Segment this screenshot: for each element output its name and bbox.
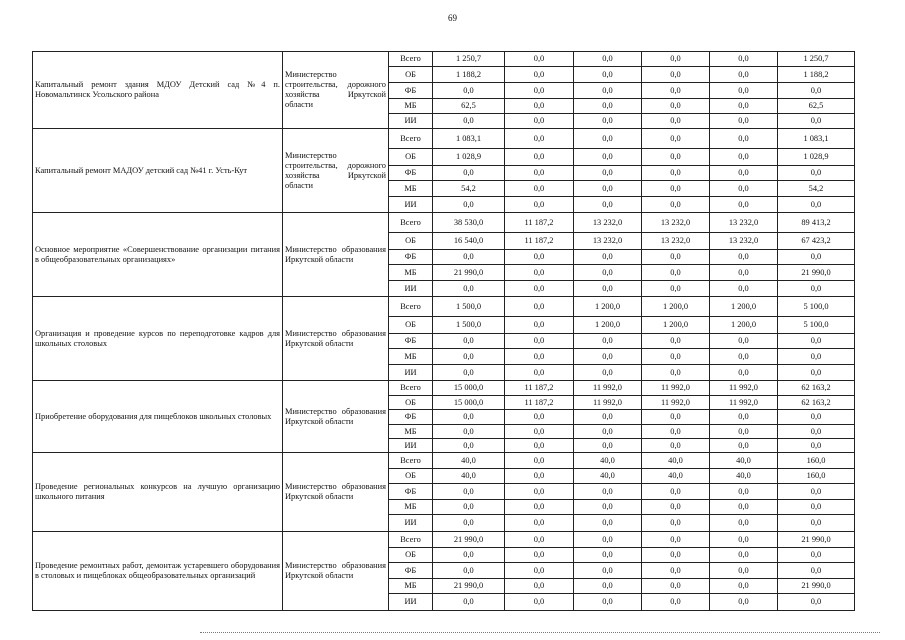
measure-name: Приобретение оборудования для пищеблоков школьных столовых [35, 411, 272, 421]
executor-name: Министерство образования Иркутской области [285, 244, 386, 264]
amount-value: 0,0 [433, 349, 505, 365]
amount-value: 0,0 [433, 197, 505, 213]
amount-value: 0,0 [574, 149, 642, 166]
amount-value: 38 530,0 [433, 213, 505, 233]
amount-value: 0,0 [642, 181, 710, 197]
total-value: 0,0 [778, 439, 855, 453]
total-value: 0,0 [778, 410, 855, 425]
amount-value: 11 992,0 [710, 381, 778, 396]
amount-value: 0,0 [505, 197, 574, 213]
total-value: 0,0 [778, 83, 855, 99]
amount-value: 11 992,0 [574, 381, 642, 396]
funding-source: Всего [389, 52, 433, 67]
measure-name-cell [33, 52, 283, 129]
executor-cell [283, 213, 389, 297]
amount-value: 0,0 [710, 515, 778, 532]
amount-value: 0,0 [642, 500, 710, 515]
amount-value: 0,0 [505, 365, 574, 381]
funding-source: ИИ [389, 594, 433, 611]
amount-value: 0,0 [642, 594, 710, 611]
amount-value: 0,0 [574, 265, 642, 281]
amount-value: 0,0 [574, 500, 642, 515]
amount-value: 0,0 [574, 83, 642, 99]
total-value: 5 100,0 [778, 317, 855, 334]
amount-value: 0,0 [710, 67, 778, 83]
amount-value: 1 200,0 [710, 297, 778, 317]
amount-value: 0,0 [505, 67, 574, 83]
amount-value: 0,0 [433, 548, 505, 563]
amount-value: 11 992,0 [574, 396, 642, 410]
amount-value: 1 200,0 [710, 317, 778, 334]
amount-value: 0,0 [642, 515, 710, 532]
executor-name: Министерство образования Иркутской области [285, 406, 386, 426]
amount-value: 0,0 [505, 500, 574, 515]
amount-value: 0,0 [710, 166, 778, 181]
amount-value: 0,0 [642, 439, 710, 453]
funding-source: ФБ [389, 563, 433, 579]
total-value: 160,0 [778, 469, 855, 484]
total-value: 0,0 [778, 114, 855, 129]
amount-value: 13 232,0 [574, 213, 642, 233]
amount-value: 0,0 [710, 149, 778, 166]
amount-value: 13 232,0 [642, 233, 710, 250]
amount-value: 0,0 [433, 439, 505, 453]
amount-value: 0,0 [505, 265, 574, 281]
total-value: 0,0 [778, 334, 855, 349]
amount-value: 0,0 [433, 83, 505, 99]
total-value: 21 990,0 [778, 265, 855, 281]
total-value: 1 028,9 [778, 149, 855, 166]
total-value: 1 188,2 [778, 67, 855, 83]
total-value: 0,0 [778, 250, 855, 265]
amount-value: 1 250,7 [433, 52, 505, 67]
amount-value: 0,0 [710, 197, 778, 213]
measure-name: Проведение ремонтных работ, демонтаж устаревшего оборудования в столовых и пищеблоках общеобразовательных организаций [35, 561, 280, 580]
amount-value: 0,0 [642, 334, 710, 349]
table-row [33, 129, 855, 149]
total-value: 62,5 [778, 99, 855, 114]
funding-source: Всего [389, 129, 433, 149]
amount-value: 0,0 [505, 250, 574, 265]
amount-value: 21 990,0 [433, 265, 505, 281]
amount-value: 0,0 [574, 439, 642, 453]
amount-value: 0,0 [710, 579, 778, 594]
amount-value: 0,0 [642, 349, 710, 365]
executor-name: Министерство образования Иркутской области [285, 482, 386, 501]
amount-value: 0,0 [505, 297, 574, 317]
amount-value: 0,0 [433, 365, 505, 381]
amount-value: 62,5 [433, 99, 505, 114]
amount-value: 0,0 [574, 532, 642, 548]
total-value: 0,0 [778, 563, 855, 579]
amount-value: 0,0 [642, 563, 710, 579]
amount-value: 40,0 [433, 469, 505, 484]
funding-source: Всего [389, 297, 433, 317]
executor-cell [283, 381, 389, 453]
amount-value: 0,0 [642, 281, 710, 297]
amount-value: 0,0 [710, 425, 778, 439]
amount-value: 0,0 [433, 281, 505, 297]
executor-name: Министерство образования Иркутской области [285, 561, 386, 580]
measure-name-cell [33, 129, 283, 213]
amount-value: 1 188,2 [433, 67, 505, 83]
total-value: 5 100,0 [778, 297, 855, 317]
amount-value: 0,0 [710, 532, 778, 548]
page-number: 69 [448, 13, 457, 23]
amount-value: 0,0 [642, 410, 710, 425]
amount-value: 0,0 [710, 500, 778, 515]
total-value: 0,0 [778, 197, 855, 213]
funding-source: ИИ [389, 281, 433, 297]
amount-value: 0,0 [433, 515, 505, 532]
amount-value: 0,0 [710, 250, 778, 265]
amount-value: 0,0 [574, 67, 642, 83]
executor-name: Министерство строительства, дорожного хозяйства Иркутской области [285, 150, 386, 190]
amount-value: 0,0 [433, 594, 505, 611]
total-value: 0,0 [778, 515, 855, 532]
amount-value: 0,0 [433, 250, 505, 265]
table-row [33, 453, 855, 469]
amount-value: 1 200,0 [574, 297, 642, 317]
amount-value: 0,0 [574, 594, 642, 611]
funding-source: Всего [389, 532, 433, 548]
amount-value: 0,0 [710, 548, 778, 563]
amount-value: 0,0 [505, 83, 574, 99]
total-value: 0,0 [778, 365, 855, 381]
amount-value: 21 990,0 [433, 579, 505, 594]
amount-value: 0,0 [574, 548, 642, 563]
amount-value: 0,0 [433, 166, 505, 181]
amount-value: 0,0 [433, 484, 505, 500]
measure-name: Основное мероприятие «Совершенствование организации питания в общеобразовательных организациях» [35, 244, 280, 264]
funding-source: ОБ [389, 233, 433, 250]
measure-name: Организация и проведение курсов по переподготовке кадров для школьных столовых [35, 328, 280, 348]
executor-cell [283, 532, 389, 611]
amount-value: 1 200,0 [642, 297, 710, 317]
amount-value: 0,0 [433, 425, 505, 439]
amount-value: 1 028,9 [433, 149, 505, 166]
funding-source: ИИ [389, 114, 433, 129]
amount-value: 0,0 [505, 166, 574, 181]
amount-value: 0,0 [433, 563, 505, 579]
table-row [33, 532, 855, 548]
amount-value: 0,0 [505, 515, 574, 532]
amount-value: 1 500,0 [433, 297, 505, 317]
amount-value: 0,0 [574, 197, 642, 213]
amount-value: 0,0 [642, 149, 710, 166]
funding-source: ФБ [389, 166, 433, 181]
funding-source: МБ [389, 500, 433, 515]
amount-value: 1 200,0 [574, 317, 642, 334]
measure-name-cell [33, 297, 283, 381]
funding-source: ФБ [389, 410, 433, 425]
funding-source: МБ [389, 99, 433, 114]
amount-value: 0,0 [505, 484, 574, 500]
amount-value: 0,0 [505, 52, 574, 67]
amount-value: 11 992,0 [642, 396, 710, 410]
measure-name: Капитальный ремонт здания МДОУ Детский сад №4 п. Новомальтинск Усольского района [35, 80, 280, 99]
amount-value: 0,0 [574, 365, 642, 381]
funding-source: МБ [389, 579, 433, 594]
amount-value: 0,0 [642, 579, 710, 594]
amount-value: 0,0 [574, 114, 642, 129]
amount-value: 0,0 [710, 281, 778, 297]
amount-value: 0,0 [505, 469, 574, 484]
amount-value: 0,0 [574, 129, 642, 149]
amount-value: 0,0 [574, 166, 642, 181]
amount-value: 40,0 [642, 453, 710, 469]
table-row [33, 381, 855, 396]
amount-value: 0,0 [433, 114, 505, 129]
amount-value: 40,0 [642, 469, 710, 484]
total-value: 1 250,7 [778, 52, 855, 67]
measure-name-cell [33, 453, 283, 532]
budget-table [32, 51, 855, 611]
amount-value: 13 232,0 [642, 213, 710, 233]
amount-value: 11 187,2 [505, 396, 574, 410]
amount-value: 13 232,0 [710, 233, 778, 250]
amount-value: 0,0 [710, 114, 778, 129]
funding-source: ОБ [389, 149, 433, 166]
amount-value: 0,0 [574, 99, 642, 114]
funding-source: ФБ [389, 334, 433, 349]
amount-value: 0,0 [574, 563, 642, 579]
amount-value: 0,0 [505, 181, 574, 197]
amount-value: 0,0 [642, 548, 710, 563]
total-value: 1 083,1 [778, 129, 855, 149]
funding-source: Всего [389, 213, 433, 233]
executor-name: Министерство образования Иркутской области [285, 328, 386, 348]
measure-name-cell [33, 213, 283, 297]
amount-value: 13 232,0 [710, 213, 778, 233]
amount-value: 0,0 [574, 181, 642, 197]
amount-value: 0,0 [574, 52, 642, 67]
amount-value: 11 187,2 [505, 213, 574, 233]
table-row [33, 52, 855, 67]
executor-cell [283, 52, 389, 129]
table-row [33, 213, 855, 233]
funding-source: МБ [389, 265, 433, 281]
amount-value: 0,0 [710, 99, 778, 114]
amount-value: 0,0 [505, 594, 574, 611]
amount-value: 0,0 [710, 594, 778, 611]
amount-value: 0,0 [710, 439, 778, 453]
amount-value: 0,0 [642, 365, 710, 381]
funding-source: ОБ [389, 317, 433, 334]
amount-value: 0,0 [505, 114, 574, 129]
amount-value: 11 187,2 [505, 233, 574, 250]
funding-source: ОБ [389, 396, 433, 410]
amount-value: 0,0 [642, 83, 710, 99]
amount-value: 0,0 [505, 281, 574, 297]
amount-value: 40,0 [574, 453, 642, 469]
amount-value: 0,0 [642, 114, 710, 129]
measure-name: Капитальный ремонт МАДОУ детский сад №41 г. Усть-Кут [35, 165, 248, 175]
funding-source: ИИ [389, 515, 433, 532]
funding-source: МБ [389, 425, 433, 439]
amount-value: 40,0 [710, 469, 778, 484]
amount-value: 0,0 [433, 500, 505, 515]
amount-value: 0,0 [574, 515, 642, 532]
amount-value: 0,0 [505, 129, 574, 149]
amount-value: 0,0 [505, 532, 574, 548]
amount-value: 13 232,0 [574, 233, 642, 250]
amount-value: 0,0 [505, 317, 574, 334]
funding-source: ИИ [389, 365, 433, 381]
amount-value: 0,0 [710, 52, 778, 67]
amount-value: 0,0 [710, 365, 778, 381]
amount-value: 0,0 [642, 197, 710, 213]
funding-source: ФБ [389, 83, 433, 99]
total-value: 89 413,2 [778, 213, 855, 233]
amount-value: 0,0 [505, 563, 574, 579]
amount-value: 0,0 [710, 181, 778, 197]
amount-value: 11 992,0 [642, 381, 710, 396]
total-value: 0,0 [778, 500, 855, 515]
amount-value: 0,0 [505, 425, 574, 439]
executor-cell [283, 129, 389, 213]
amount-value: 0,0 [574, 484, 642, 500]
amount-value: 0,0 [642, 52, 710, 67]
total-value: 0,0 [778, 349, 855, 365]
amount-value: 0,0 [642, 265, 710, 281]
funding-source: Всего [389, 453, 433, 469]
amount-value: 0,0 [710, 349, 778, 365]
amount-value: 0,0 [505, 579, 574, 594]
total-value: 0,0 [778, 594, 855, 611]
funding-source: ОБ [389, 67, 433, 83]
amount-value: 40,0 [433, 453, 505, 469]
executor-cell [283, 453, 389, 532]
amount-value: 0,0 [505, 453, 574, 469]
funding-source: ОБ [389, 548, 433, 563]
total-value: 54,2 [778, 181, 855, 197]
amount-value: 0,0 [642, 67, 710, 83]
amount-value: 15 000,0 [433, 396, 505, 410]
total-value: 0,0 [778, 281, 855, 297]
funding-source: МБ [389, 181, 433, 197]
amount-value: 0,0 [710, 410, 778, 425]
amount-value: 0,0 [642, 532, 710, 548]
amount-value: 0,0 [505, 548, 574, 563]
funding-source: МБ [389, 349, 433, 365]
amount-value: 1 083,1 [433, 129, 505, 149]
total-value: 62 163,2 [778, 396, 855, 410]
amount-value: 0,0 [574, 281, 642, 297]
measure-name-cell [33, 532, 283, 611]
funding-source: ИИ [389, 439, 433, 453]
amount-value: 11 187,2 [505, 381, 574, 396]
amount-value: 0,0 [642, 99, 710, 114]
table-body [33, 52, 855, 611]
total-value: 0,0 [778, 548, 855, 563]
amount-value: 15 000,0 [433, 381, 505, 396]
amount-value: 0,0 [505, 149, 574, 166]
amount-value: 0,0 [642, 425, 710, 439]
amount-value: 16 540,0 [433, 233, 505, 250]
footer-divider [200, 632, 880, 633]
amount-value: 0,0 [710, 265, 778, 281]
amount-value: 0,0 [433, 410, 505, 425]
amount-value: 0,0 [505, 349, 574, 365]
executor-cell [283, 297, 389, 381]
total-value: 67 423,2 [778, 233, 855, 250]
amount-value: 0,0 [710, 563, 778, 579]
total-value: 62 163,2 [778, 381, 855, 396]
funding-source: ФБ [389, 250, 433, 265]
amount-value: 0,0 [710, 129, 778, 149]
total-value: 21 990,0 [778, 579, 855, 594]
total-value: 0,0 [778, 484, 855, 500]
amount-value: 54,2 [433, 181, 505, 197]
total-value: 160,0 [778, 453, 855, 469]
amount-value: 0,0 [433, 334, 505, 349]
executor-name: Министерство строительства, дорожного хозяйства Иркутской области [285, 70, 386, 109]
amount-value: 0,0 [574, 579, 642, 594]
funding-source: ФБ [389, 484, 433, 500]
measure-name: Проведение региональных конкурсов на лучшую организацию школьного питания [35, 482, 280, 501]
amount-value: 0,0 [574, 410, 642, 425]
amount-value: 40,0 [574, 469, 642, 484]
amount-value: 0,0 [710, 334, 778, 349]
amount-value: 0,0 [505, 439, 574, 453]
total-value: 0,0 [778, 425, 855, 439]
funding-source: Всего [389, 381, 433, 396]
funding-source: ОБ [389, 469, 433, 484]
amount-value: 0,0 [574, 334, 642, 349]
amount-value: 0,0 [642, 166, 710, 181]
amount-value: 0,0 [505, 410, 574, 425]
amount-value: 0,0 [710, 484, 778, 500]
table-row [33, 297, 855, 317]
amount-value: 0,0 [574, 349, 642, 365]
funding-source: ИИ [389, 197, 433, 213]
amount-value: 21 990,0 [433, 532, 505, 548]
amount-value: 0,0 [574, 425, 642, 439]
amount-value: 0,0 [710, 83, 778, 99]
amount-value: 0,0 [505, 99, 574, 114]
amount-value: 0,0 [505, 334, 574, 349]
total-value: 0,0 [778, 166, 855, 181]
amount-value: 0,0 [642, 129, 710, 149]
amount-value: 11 992,0 [710, 396, 778, 410]
measure-name-cell [33, 381, 283, 453]
amount-value: 0,0 [642, 484, 710, 500]
amount-value: 0,0 [642, 250, 710, 265]
amount-value: 1 500,0 [433, 317, 505, 334]
amount-value: 1 200,0 [642, 317, 710, 334]
total-value: 21 990,0 [778, 532, 855, 548]
amount-value: 40,0 [710, 453, 778, 469]
amount-value: 0,0 [574, 250, 642, 265]
